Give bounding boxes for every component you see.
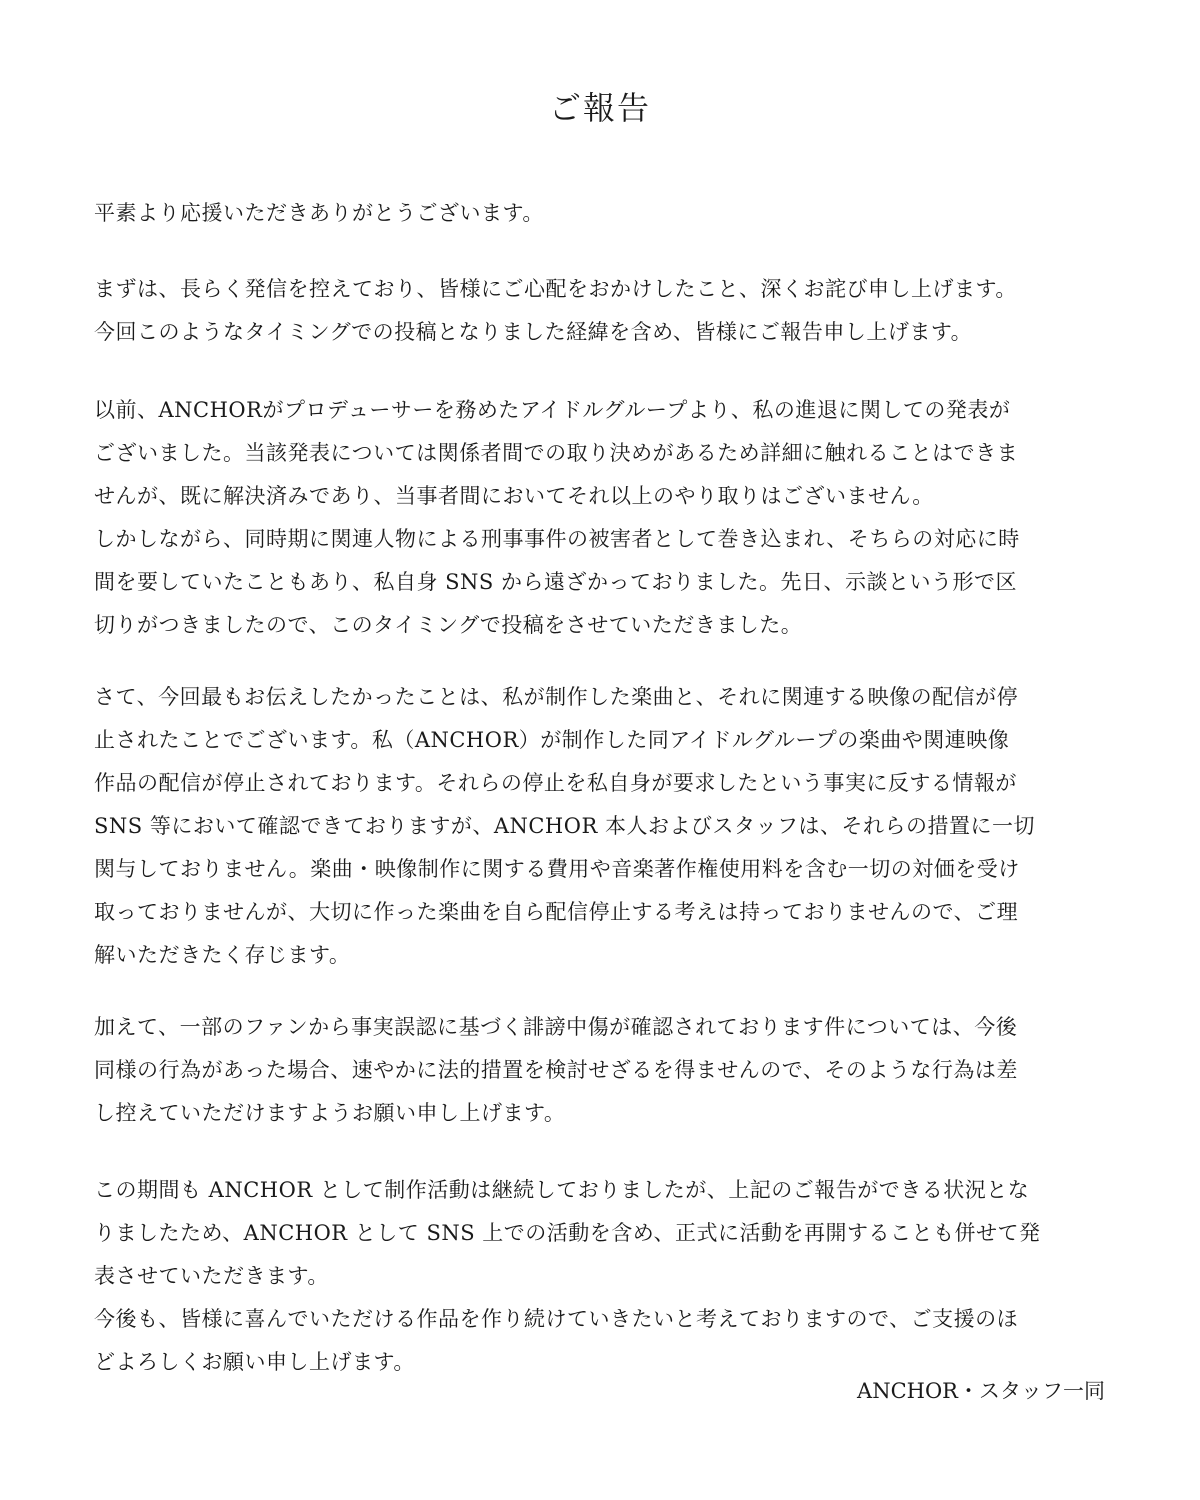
text-line: 取っておりませんが、大切に作った楽曲を自ら配信停止する考えは持っておりませんので、ご理 <box>94 900 1019 924</box>
paragraph-greeting <box>94 192 1110 235</box>
text-line: この期間も ANCHOR として制作活動は継続しておりましたが、上記のご報告ができる状況とな <box>94 1178 1030 1202</box>
text-line: 平素より応援いただきありがとうございます。 <box>94 201 544 225</box>
text-line: 同様の行為があった場合、速やかに法的措置を検討せざるを得ませんので、そのような行為は差 <box>94 1058 1018 1082</box>
paragraph-legal-notice <box>94 1006 1110 1135</box>
text-line: 関与しておりません。楽曲・映像制作に関する費用や音楽著作権使用料を含む一切の対価を受け <box>94 857 1020 881</box>
page-title: ご報告 <box>548 89 651 127</box>
text-line: せんが、既に解決済みであり、当事者間においてそれ以上のやり取りはございません。 <box>94 484 934 508</box>
paragraph-background <box>94 389 1110 647</box>
text-line: 以前、ANCHORがプロデューサーを務めたアイドルグループより、私の進退に関しての発表が <box>94 398 1011 422</box>
signature: ANCHOR・スタッフ一同 <box>857 1379 1105 1403</box>
text-line: 止されたことでございます。私（ANCHOR）が制作した同アイドルグループの楽曲や関連映像 <box>94 728 1010 752</box>
text-line: 今後も、皆様に喜んでいただける作品を作り続けていきたいと考えておりますので、ご支援のほ <box>94 1307 1019 1331</box>
paragraph-apology <box>94 268 1110 354</box>
text-line: どよろしくお願い申し上げます。 <box>94 1350 415 1374</box>
text-line: ございました。当該発表については関係者間での取り決めがあるため詳細に触れることはできま <box>94 441 1019 465</box>
text-line: 切りがつきましたので、このタイミングで投稿をさせていただきました。 <box>94 613 803 637</box>
text-line: りましたため、ANCHOR として SNS 上での活動を含め、正式に活動を再開することも併せて発 <box>94 1221 1041 1245</box>
text-line: 間を要していたこともあり、私自身 SNS から遠ざかっておりました。先日、示談という形で区 <box>94 570 1017 594</box>
text-line: SNS 等において確認できておりますが、ANCHOR 本人およびスタッフは、それらの措置に一切 <box>94 814 1035 838</box>
paragraph-resumption <box>94 1169 1110 1384</box>
text-line: 表させていただきます。 <box>94 1264 329 1288</box>
text-line: まずは、長らく発信を控えており、皆様にご心配をおかけしたこと、深くお詫び申し上げます。 <box>94 277 1017 301</box>
text-line: 解いただきたく存じます。 <box>94 943 351 967</box>
text-line: 加えて、一部のファンから事実誤認に基づく誹謗中傷が確認されております件については、今後 <box>94 1015 1018 1039</box>
text-line: しかしながら、同時期に関連人物による刑事事件の被害者として巻き込まれ、そちらの対応に時 <box>94 527 1020 551</box>
text-line: 作品の配信が停止されております。それらの停止を私自身が要求したという事実に反する情報が <box>94 771 1017 795</box>
text-line: さて、今回最もお伝えしたかったことは、私が制作した楽曲と、それに関連する映像の配信が停 <box>94 685 1019 709</box>
paragraph-distribution <box>94 676 1110 977</box>
text-line: 今回このようなタイミングでの投稿となりました経緯を含め、皆様にご報告申し上げます。 <box>94 320 973 344</box>
text-line: し控えていただけますようお願い申し上げます。 <box>94 1101 566 1125</box>
